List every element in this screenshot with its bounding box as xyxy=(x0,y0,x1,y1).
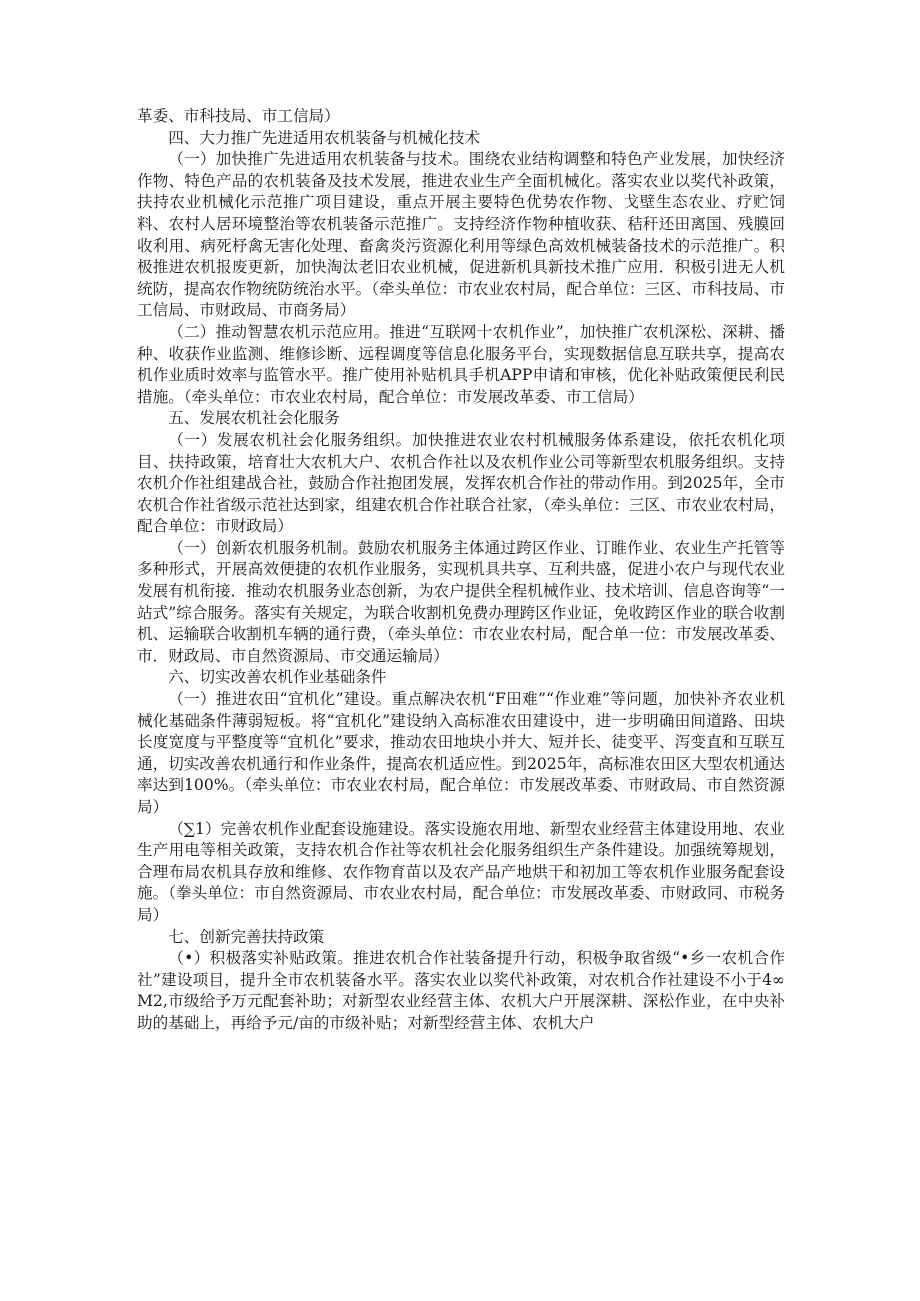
paragraph-4-1: （一）加快推广先进适用农机装备与技术。围绕农业结构调整和特色产业发展，加快经济作物、特色产品的农机装备及技术发展，推进农业生产全面机械化。落实农业以奖代补政策，扶持农业机械化示范推广项目建设，重点开展主要特色优势农作物、戈壁生态农业、疗贮饲料、农村人居环境整治等农机装备示范推广。支持经济作物种植收获、秸秆还田离国、残膜回收利用、病死杼禽无害化处理、畜禽炎污资源化利用等绿色高效机械装备技术的示范推广。积极推进农机报废更新，加快淘汰老旧农业机械，促进新机具新技术推广应用．积极引进无人机统防，提高农作物统防统治水平。（牵头单位：市农业农村局，配合单位：三区、市科技局、市工信局、市财政局、市商务局） xyxy=(137,150,785,320)
section-heading-7: 七、创新完善扶持政策 xyxy=(168,927,325,946)
paragraph-5-1: （一）发展农机社会化服务组织。加快推进农业农村机械服务体系建设，依托农机化项目、扶持政策，培育壮大农机大户、农机合作社以及农机作业公司等新型农机服务组织。支持农机介作社组建战合社，鼓励合作社抱团发展，发挥农机合作社的带动作用。到2025年，全市农机合作社省级示范社达到家，组建农机合作社联合社家，（牵头单位：三区、市农业农村局，配合单位：市财政局） xyxy=(137,430,785,536)
document-page xyxy=(137,106,785,1035)
paragraph-6-1: （一）推进农田“宜机化”建设。重点解决农机“F田难”“作业难”等问题，加快补齐农业机械化基础条件薄弱短板。将“宜机化”建设纳入高标准农田建设中，进一步明确田间道路、田块长度宽度与平整度等“宜机化”要求，推动农田地块小并大、短并长、徒变平、泻变直和互联互通，切实改善农机通行和作业条件，提高农机适应性。到2025年，高标准农田区大型农机通达率达到100%。（牵头单位：市农业农村局，配合单位：市发展改革委、市财政局、市自然资源局） xyxy=(137,690,785,816)
paragraph-5-2: （一）创新农机服务机制。鼓励农机服务主体通过跨区作业、订睢作业、农业生产托管等多种形式，开展高效便捷的农机作业服务，实现机具共享、互利共盛，促进小农户与现代农业发展有机衔接．推动农机服务业态创新，为农户提供全程机械作业、技术培训、信息咨询等“一站式”综合服务。落实有关规定，为联合收割机免费办理跨区作业证，免收跨区作业的联合收割机、运输联合收割机车辆的通行费，（牵头单位：市农业农村局，配合单一位：市发展改革委、市．财政局、市自然资源局、市交通运输局） xyxy=(137,538,785,665)
paragraph-4-2: （二）推动智慧农机示范应用。推进“互联网十农机作业”，加快推广农机深松、深耕、播种、收获作业监测、维修诊断、远程调度等信息化服务平台，实现数据信息互联共享，提高农机作业质时效率与监管水平。推广使用补贴机具手机APP申请和审核，优化补贴政策便民利民措施。（牵头单位：市农业农村局，配合单位：市发展改革委、市工信局） xyxy=(137,322,785,406)
section-heading-5: 五、发展农机社会化服务 xyxy=(168,409,340,428)
section-heading-6: 六、切实改善农机作业基础条件 xyxy=(168,668,387,687)
paragraph-6-2: （∑1）完善农机作业配套设施建设。落实设施农用地、新型农业经营主体建设用地、农业生产用电等相关政策，支持农机合作社等农机社会化服务组织生产条件建设。加强统筹规划，合理布局农机具存放和维修、农作物育苗以及农产品产地烘干和初加工等农机作业服务配套设施。（拳头单位：市自然资源局、市农业农村局，配合单位：市发展改革委、市财政同、市税务局） xyxy=(137,819,785,924)
continuation-text: 革委、市科技局、市工信局） xyxy=(137,107,340,125)
paragraph-7-1: （•）积极落实补贴政策。推进农机合作社装备提升行动，积极争取省级“•乡一农机合作社”建设项目，提升全市农机装备水平。落实农业以奖代补政策，对农机合作社建设不小于4∞M2,市级给予万元配套补助；对新型农业经营主体、农机大户开展深耕、深松作业，在中央补助的基础上，再给予元/亩的市级补贴；对新型经营主体、农机大户 xyxy=(137,949,785,1032)
section-heading-4: 四、大力推广先进适用农机装备与机械化技术 xyxy=(168,128,481,147)
